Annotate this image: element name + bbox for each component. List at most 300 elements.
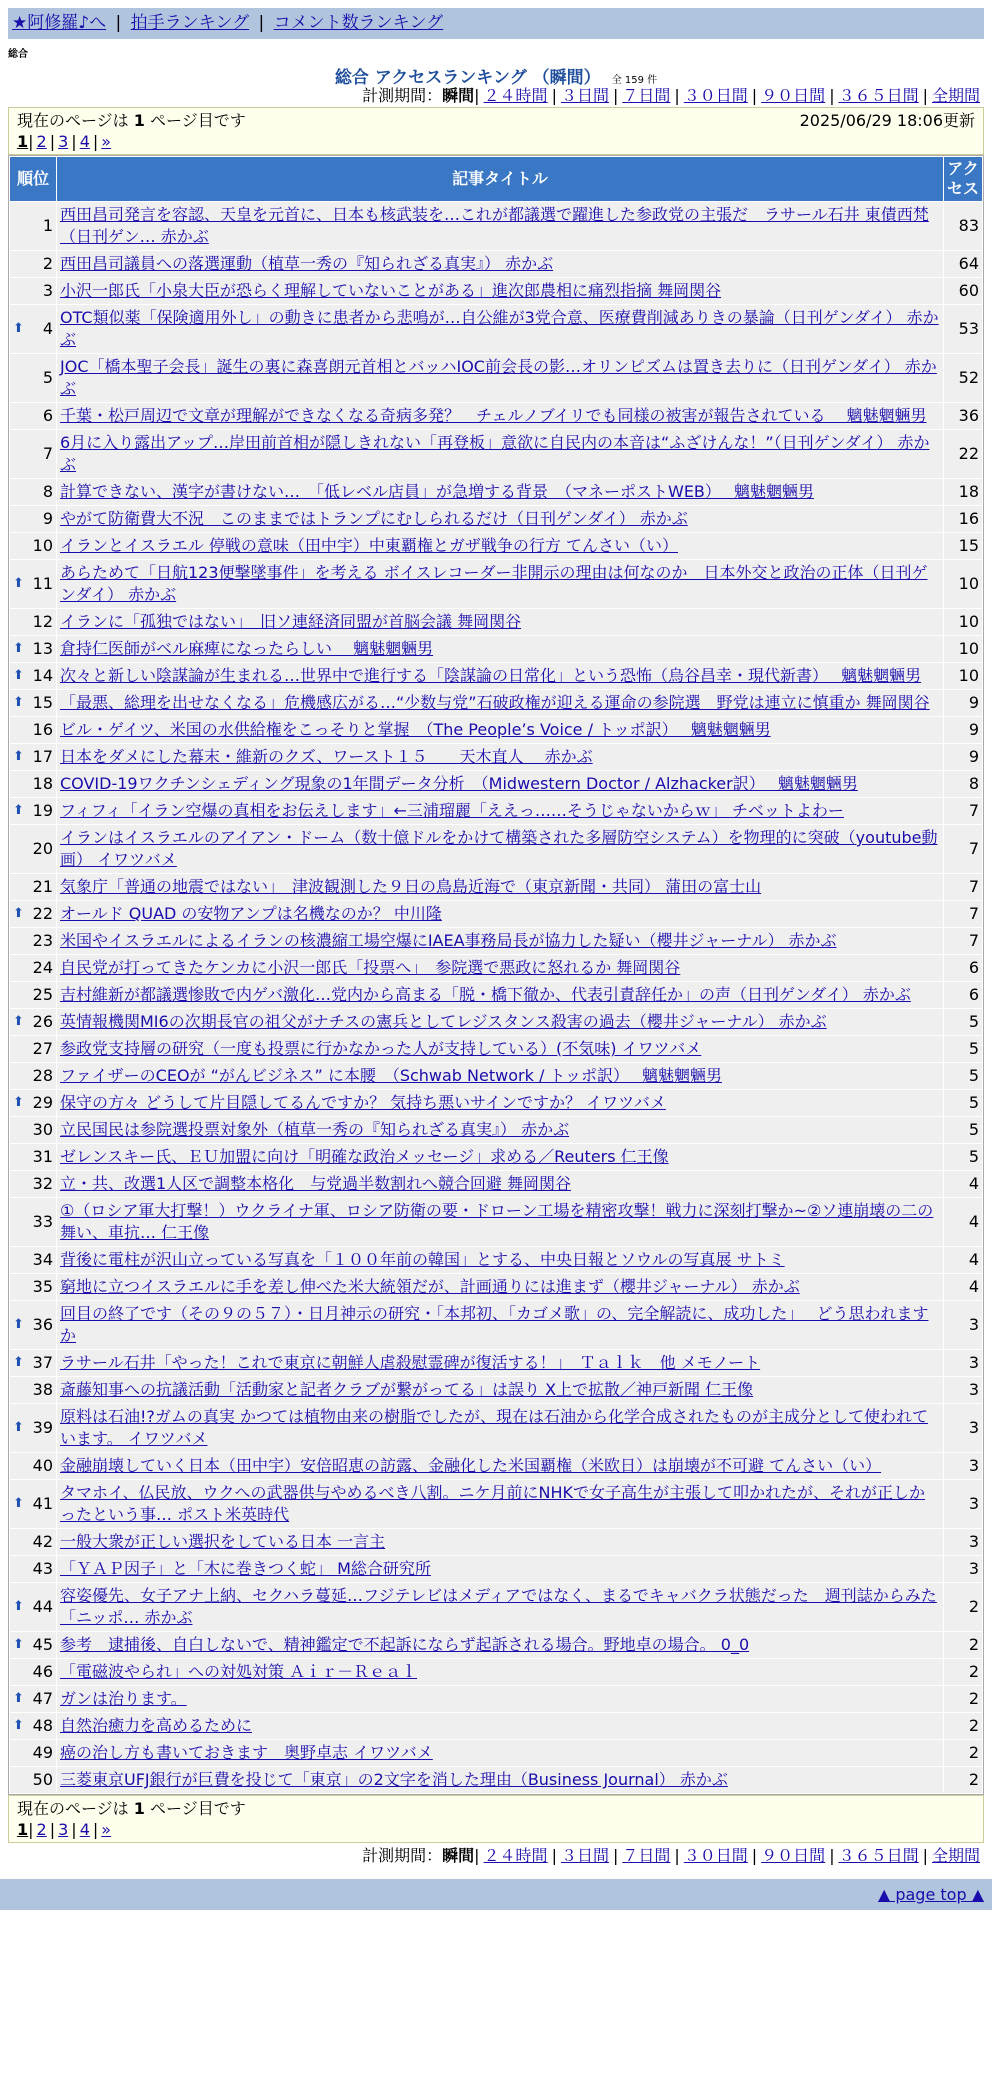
rank-cell: [10, 901, 56, 927]
access-count: 22: [944, 430, 982, 478]
rank-cell: [10, 1198, 56, 1246]
access-count: 10: [944, 663, 982, 689]
up-arrow-icon: ⬆: [13, 668, 24, 683]
title-cell: [57, 1090, 943, 1116]
table-row: [10, 928, 982, 954]
rank-cell: [10, 982, 56, 1008]
rank-cell: [10, 1274, 56, 1300]
up-arrow-icon: ⬆: [13, 1496, 24, 1511]
article-link[interactable]: 癌の治し方も書いておきます 奥野卓志 イワツバメ: [60, 1743, 433, 1762]
rank-cell: [10, 825, 56, 873]
table-row: [10, 1632, 982, 1658]
article-link[interactable]: ファイザーのCEOが “がんビジネス” に本腰 （Schwab Network / トッポ訳） 魑魅魍魎男: [60, 1066, 723, 1085]
pager-link[interactable]: 2: [36, 132, 47, 151]
rank-number: 44: [32, 1597, 53, 1616]
article-link[interactable]: 自民党が打ってきたケンカに小沢一郎氏「投票へ」 参院選で悪政に怒れるか 舞岡関谷: [60, 958, 681, 977]
up-arrow-icon: ⬆: [13, 1599, 24, 1614]
rank-number: 8: [42, 482, 53, 501]
table-row: [10, 690, 982, 716]
article-link[interactable]: OTC類似薬「保険適用外し」の動きに患者から悲鳴が…自公維が3党合意、医療費削減ありきの暴論（日刊ゲンダイ） 赤かぶ: [60, 308, 939, 349]
title-cell: [57, 479, 943, 505]
pager-separator: |: [92, 1820, 99, 1839]
rank-cell: [10, 1659, 56, 1685]
rank-number: 42: [32, 1532, 53, 1551]
rank-number: 40: [32, 1456, 53, 1475]
title-cell: [57, 744, 943, 770]
rank-cell: [10, 354, 56, 402]
access-count: 3: [944, 1453, 982, 1479]
rank-cell: [10, 1350, 56, 1376]
title-cell: [57, 251, 943, 277]
rank-number: 14: [32, 666, 53, 685]
rank-number: 43: [32, 1559, 53, 1578]
rank-cell: [10, 928, 56, 954]
table-row: [10, 1274, 982, 1300]
article-link[interactable]: 三菱東京UFJ銀行が巨費を投じて「東京」の2文字を消した理由（Business Journal） 赤かぶ: [60, 1770, 728, 1789]
table-row: [10, 251, 982, 277]
article-link[interactable]: 立民国民は参院選投票対象外（植草一秀の『知られざる真実』） 赤かぶ: [60, 1120, 570, 1139]
period-link[interactable]: ３６５日間: [838, 86, 919, 105]
rank-cell: [10, 1529, 56, 1555]
period-link[interactable]: ３０日間: [683, 86, 748, 105]
period-link[interactable]: ７日間: [622, 86, 671, 105]
table-row: [10, 1350, 982, 1376]
rank-cell: [10, 1632, 56, 1658]
period-link[interactable]: ３日間: [560, 86, 609, 105]
rank-cell: [10, 430, 56, 478]
title-cell: [57, 717, 943, 743]
rank-cell: [10, 609, 56, 635]
table-row: [10, 305, 982, 353]
rank-cell: [10, 1453, 56, 1479]
up-arrow-icon: ⬆: [13, 1718, 24, 1733]
period-selector: [8, 1845, 984, 1867]
rank-number: 21: [32, 877, 53, 896]
article-link[interactable]: 計算できない、漢字が書けない… 「低レベル店員」が急増する背景 （マネーポストWEB） 魑魅魍魎男: [60, 482, 814, 501]
article-link[interactable]: 「ＹＡＰ因子」と「木に巻きつく蛇」 M総合研究所: [60, 1559, 431, 1578]
rank-cell: [10, 533, 56, 559]
rank-number: 30: [32, 1120, 53, 1139]
access-count: 3: [944, 1556, 982, 1582]
article-link[interactable]: 自然治癒力を高めるために: [60, 1716, 253, 1735]
ranking-table: [8, 155, 984, 1795]
article-link[interactable]: イランとイスラエル 停戦の意味（田中宇）中東覇権とガザ戦争の行方 てんさい（い）: [60, 536, 679, 555]
period-selector: [8, 85, 984, 107]
title-column-header: 記事タイトル: [57, 157, 943, 201]
pager-next-link[interactable]: »: [101, 132, 112, 151]
access-count: 3: [944, 1377, 982, 1403]
rank-number: 38: [32, 1380, 53, 1399]
title-cell: [57, 403, 943, 429]
top-nav-bar: [8, 8, 984, 39]
article-link[interactable]: 参考 逮捕後、自白しないで、精神鑑定で不起訴にならず起訴される場合。野地卓の場合。 0_0: [60, 1635, 750, 1654]
pager-link[interactable]: 4: [79, 132, 90, 151]
article-link[interactable]: 一般大衆が正しい選択をしている日本 一言主: [60, 1532, 386, 1551]
access-count: 36: [944, 403, 982, 429]
access-count: 2: [944, 1686, 982, 1712]
rank-number: 29: [32, 1093, 53, 1112]
article-link[interactable]: ビル・ゲイツ、米国の水供給権をこっそりと掌握 （The People’s Voice / トッポ訳） 魑魅魍魎男: [60, 720, 771, 739]
rank-cell: [10, 1556, 56, 1582]
title-cell: [57, 1713, 943, 1739]
article-link[interactable]: JOC「橋本聖子会長」誕生の裏に森喜朗元首相とバッハIOC前会長の影…オリンピズムは置き去りに（日刊ゲンダイ） 赤かぶ: [60, 357, 937, 398]
access-count: 18: [944, 479, 982, 505]
pager-separator: |: [92, 132, 99, 151]
table-row: [10, 901, 982, 927]
title-cell: [57, 901, 943, 927]
period-link[interactable]: ２４時間: [483, 86, 548, 105]
rank-number: 6: [42, 406, 53, 425]
rank-cell: [10, 690, 56, 716]
table-row: [10, 1301, 982, 1349]
title-cell: [57, 533, 943, 559]
period-link[interactable]: ９０日間: [761, 1846, 826, 1865]
article-link[interactable]: COVID-19ワクチンシェディング現象の1年間データ分析 （Midwestern Doctor / Alzhacker訳） 魑魅魍魎男: [60, 774, 858, 793]
access-count: 6: [944, 982, 982, 1008]
rank-number: 46: [32, 1662, 53, 1681]
table-row: [10, 1198, 982, 1246]
period-label: 計測期間：: [362, 86, 443, 105]
rank-cell: [10, 1713, 56, 1739]
title-cell: [57, 1247, 943, 1273]
up-arrow-icon: ⬆: [13, 1420, 24, 1435]
access-count: 4: [944, 1198, 982, 1246]
access-count: 7: [944, 928, 982, 954]
rank-cell: [10, 202, 56, 250]
access-count: 52: [944, 354, 982, 402]
period-separator: |: [474, 86, 480, 105]
rank-cell: [10, 251, 56, 277]
article-link[interactable]: 千葉・松戸周辺で文章が理解ができなくなる奇病多発？ チェルノブイリでも同様の被害が報告されている 魑魅魍魎男: [60, 406, 927, 425]
rank-number: 7: [42, 444, 53, 463]
period-link[interactable]: 全期間: [931, 86, 980, 105]
rank-cell: [10, 479, 56, 505]
period-separator: |: [751, 1846, 758, 1865]
access-count: 7: [944, 798, 982, 824]
article-link[interactable]: 倉持仁医師がベル麻痺になったらしい 魑魅魍魎男: [60, 639, 434, 658]
period-link[interactable]: ３０日間: [683, 1846, 748, 1865]
access-count: 5: [944, 1090, 982, 1116]
article-link[interactable]: フィフィ「イラン空爆の真相をお伝えします」←三浦瑠麗「ええっ……そうじゃないからｗ」 チベットよわー: [60, 801, 844, 820]
access-count: 4: [944, 1171, 982, 1197]
period-link[interactable]: 全期間: [931, 1846, 980, 1865]
article-link[interactable]: ガンは治ります。: [60, 1689, 187, 1708]
rank-number: 27: [32, 1039, 53, 1058]
article-link[interactable]: ゼレンスキー氏、ＥＵ加盟に向け「明確な政治メッセージ」求める／Reuters 仁王像: [60, 1147, 669, 1166]
rank-number: 19: [32, 801, 53, 820]
table-row: [10, 202, 982, 250]
title-cell: [57, 1198, 943, 1246]
table-row: [10, 1009, 982, 1035]
table-row: [10, 403, 982, 429]
article-link[interactable]: 次々と新しい陰謀論が生まれる…世界中で進行する「陰謀論の日常化」という恐怖（烏谷昌幸・現代新書） 魑魅魍魎男: [60, 666, 922, 685]
access-count: 83: [944, 202, 982, 250]
table-row: [10, 533, 982, 559]
rank-number: 36: [32, 1315, 53, 1334]
page-indicator: 現在のページは 1 ページ目です: [17, 1799, 246, 1818]
rank-cell: [10, 1090, 56, 1116]
rank-cell: [10, 560, 56, 608]
access-count: 3: [944, 1529, 982, 1555]
rank-number: 25: [32, 985, 53, 1004]
title-cell: [57, 609, 943, 635]
table-row: [10, 1767, 982, 1793]
article-link[interactable]: ラサール石井「やった！これで東京に朝鮮人虐殺慰霊碑が復活する！」 Ｔａｌｋ 他 メモノート: [60, 1353, 761, 1372]
table-row: [10, 771, 982, 797]
table-row: [10, 1404, 982, 1452]
rank-number: 33: [32, 1212, 53, 1231]
title-cell: [57, 1117, 943, 1143]
period-link[interactable]: ９０日間: [761, 86, 826, 105]
rank-cell: [10, 663, 56, 689]
title-cell: [57, 1377, 943, 1403]
rank-cell: [10, 506, 56, 532]
article-link[interactable]: 6月に入り露出アップ…岸田前首相が隠しきれない「再登板」意欲に自民内の本音は“ふざけんな！”（日刊ゲンダイ） 赤かぶ: [60, 433, 930, 474]
title-cell: [57, 560, 943, 608]
article-link[interactable]: 小沢一郎氏「小泉大臣が恐らく理解していないことがある」進次郎農相に痛烈指摘 舞岡関谷: [60, 281, 722, 300]
title-cell: [57, 1529, 943, 1555]
rank-cell: [10, 744, 56, 770]
access-count: 5: [944, 1036, 982, 1062]
home-link[interactable]: ★阿修羅♪へ: [12, 13, 107, 33]
article-link[interactable]: タマホイ、仏民放、ウクへの武器供与やめるべき八割。ニケ月前にNHKで女子高生が主張して叩かれたが、それが正しかったという事… ポスト米英時代: [60, 1483, 926, 1524]
rank-cell: [10, 874, 56, 900]
pager-separator: |: [71, 1820, 77, 1839]
rank-cell: [10, 1036, 56, 1062]
period-link[interactable]: ３日間: [560, 1846, 609, 1865]
article-link[interactable]: 金融崩壊していく日本（田中宇）安倍昭恵の訪露、金融化した米国覇権（米欧日）は崩壊が不可避 てんさい（い）: [60, 1456, 882, 1475]
access-count: 2: [944, 1713, 982, 1739]
title-cell: [57, 1063, 943, 1089]
title-cell: [57, 690, 943, 716]
rank-number: 15: [32, 693, 53, 712]
access-count: 2: [944, 1767, 982, 1793]
rank-number: 48: [32, 1716, 53, 1735]
up-arrow-icon: ⬆: [13, 1637, 24, 1652]
rank-number: 1: [42, 216, 53, 235]
rank-number: 24: [32, 958, 53, 977]
title-cell: [57, 1144, 943, 1170]
ranking-heading: [8, 63, 984, 88]
rank-number: 47: [32, 1689, 53, 1708]
table-row: [10, 506, 982, 532]
page-info-box: [8, 107, 984, 155]
rank-cell: [10, 1480, 56, 1528]
article-link[interactable]: 西田昌司発言を容認、天皇を元首に、日本も核武装を…これが都議選で躍進した参政党の主張だ ラサール石井 東債西梵（日刊ゲン… 赤かぶ: [60, 205, 929, 246]
article-link[interactable]: 窮地に立つイスラエルに手を差し伸べた米大統領だが、計画通りには進まず（櫻井ジャーナル） 赤かぶ: [60, 1277, 800, 1296]
article-link[interactable]: イランはイスラエルのアイアン・ドーム（数十億ドルをかけて構築された多層防空システム）を物理的に突破（youtube動画） イワツバメ: [60, 828, 938, 869]
table-row: [10, 717, 982, 743]
article-link[interactable]: 「電磁波やられ」への対処対策 Ａｉｒ－Ｒｅａｌ: [60, 1662, 418, 1681]
up-arrow-icon: ⬆: [13, 1014, 24, 1029]
article-link[interactable]: あらためて「日航123便撃墜事件」を考える ボイスレコーダー非開示の理由は何なのか 日本外交と政治の正体（日刊ゲンダイ） 赤かぶ: [60, 563, 928, 604]
access-count: 64: [944, 251, 982, 277]
article-link[interactable]: 原料は石油!?ガムの真実 かつては植物由来の樹脂でしたが、現在は石油から化学合成されたものが主成分として使われています。 イワツバメ: [60, 1407, 928, 1448]
rank-number: 12: [32, 612, 53, 631]
rank-cell: [10, 1686, 56, 1712]
period-separator: |: [674, 1846, 680, 1865]
title-cell: [57, 1036, 943, 1062]
pager-link[interactable]: 3: [58, 132, 69, 151]
table-row: [10, 430, 982, 478]
title-cell: [57, 1404, 943, 1452]
article-link[interactable]: 背後に電柱が沢山立っている写真を「１００年前の韓国」とする、中央日報とソウルの写真展 サトミ: [60, 1250, 785, 1269]
rank-cell: [10, 1009, 56, 1035]
table-row: [10, 1480, 982, 1528]
table-row: [10, 1171, 982, 1197]
rank-number: 17: [32, 747, 53, 766]
rank-cell: [10, 771, 56, 797]
period-separator: |: [674, 86, 680, 105]
up-arrow-icon: ⬆: [13, 803, 24, 818]
article-link[interactable]: 容姿優先、女子アナ上納、セクハラ蔓延…フジテレビはメディアではなく、まるでキャバクラ状態だった 週刊誌からみた「ニッポ… 赤かぶ: [60, 1586, 937, 1627]
title-cell: [57, 928, 943, 954]
access-count: 10: [944, 560, 982, 608]
title-cell: [57, 202, 943, 250]
up-arrow-icon: ⬆: [13, 749, 24, 764]
article-link[interactable]: ①（ロシア軍大打撃！）ウクライナ軍、ロシア防衛の要・ドローン工場を精密攻撃！戦力に深刻打撃か~②ソ連崩壊の二の舞い、車抗… 仁王像: [60, 1201, 934, 1242]
article-link[interactable]: やがて防衛費大不況 このままではトランプにむしられるだけ（日刊ゲンダイ） 赤かぶ: [60, 509, 688, 528]
rank-number: 41: [32, 1494, 53, 1513]
table-row: [10, 560, 982, 608]
up-arrow-icon: ⬆: [13, 695, 24, 710]
article-link[interactable]: イランに「孤独ではない」 旧ソ連経済同盟が首脳会議 舞岡関谷: [60, 612, 522, 631]
rank-cell: [10, 1767, 56, 1793]
period-link[interactable]: ２４時間: [483, 1846, 548, 1865]
article-link[interactable]: 吉村維新が都議選惨敗で内ゲバ激化…党内から高まる「脱・橋下徹か、代表引責辞任か」の声（日刊ゲンダイ） 赤かぶ: [60, 985, 911, 1004]
total-count: 全 159 件: [611, 75, 658, 86]
page-info-box-bottom: [8, 1795, 984, 1843]
up-arrow-icon: ⬆: [13, 1355, 24, 1370]
access-count: 9: [944, 744, 982, 770]
title-cell: [57, 982, 943, 1008]
pager-next-link[interactable]: »: [101, 1820, 112, 1839]
page-top-link[interactable]: ▲ page top ▲: [877, 1885, 984, 1904]
rank-number: 11: [32, 574, 53, 593]
access-count: 9: [944, 717, 982, 743]
title-cell: [57, 1171, 943, 1197]
title-cell: [57, 354, 943, 402]
article-link[interactable]: 斎藤知事への抗議活動「活動家と記者クラブが繋がってる」は誤り X上で拡散／神戸新聞 仁王像: [60, 1380, 754, 1399]
article-link[interactable]: 参政党支持層の研究（一度も投票に行かなかった人が支持している）(不気味) イワツバメ: [60, 1039, 702, 1058]
table-row: [10, 1377, 982, 1403]
pager-link[interactable]: 3: [58, 1820, 69, 1839]
rank-number: 45: [32, 1635, 53, 1654]
period-separator: |: [474, 1846, 480, 1865]
table-row: [10, 955, 982, 981]
access-count: 2: [944, 1740, 982, 1766]
table-header-row: [10, 157, 982, 201]
table-row: [10, 1144, 982, 1170]
article-link[interactable]: 保守の方々 どうして片目隠してるんですか？ 気持ち悪いサインですか？ イワツバメ: [60, 1093, 666, 1112]
updated-timestamp: 2025/06/29 18:06更新: [799, 111, 975, 130]
title-cell: [57, 305, 943, 353]
article-link[interactable]: 立・共、改選1人区で調整本格化 与党過半数割れへ競合回避 舞岡関谷: [60, 1174, 571, 1193]
title-cell: [57, 955, 943, 981]
period-link[interactable]: ３６５日間: [838, 1846, 919, 1865]
rank-cell: [10, 955, 56, 981]
pagination: [17, 131, 975, 152]
access-count: 4: [944, 1247, 982, 1273]
title-cell: [57, 636, 943, 662]
article-link[interactable]: 西田昌司議員への落選運動（植草一秀の『知られざる真実』） 赤かぶ: [60, 254, 554, 273]
table-row: [10, 479, 982, 505]
pagination: [17, 1819, 975, 1840]
title-cell: [57, 663, 943, 689]
table-row: [10, 278, 982, 304]
pager-separator: |: [71, 132, 77, 151]
rank-cell: [10, 798, 56, 824]
title-cell: [57, 1453, 943, 1479]
period-link[interactable]: ７日間: [622, 1846, 671, 1865]
rank-number: 18: [32, 774, 53, 793]
access-count: 5: [944, 1117, 982, 1143]
period-label: 計測期間：: [362, 1846, 443, 1865]
rank-cell: [10, 1583, 56, 1631]
footer-bar: [0, 1879, 992, 1910]
article-link[interactable]: 気象庁「普通の地震ではない」 津波観測した９日の鳥島近海で（東京新聞・共同） 蒲田の富士山: [60, 877, 762, 896]
access-count: 2: [944, 1632, 982, 1658]
rank-cell: [10, 1144, 56, 1170]
article-link[interactable]: 英情報機関MI6の次期長官の祖父がナチスの憲兵としてレジスタンス殺害の過去（櫻井ジャーナル） 赤かぶ: [60, 1012, 827, 1031]
article-link[interactable]: 日本をダメにした幕末・維新のクズ、ワースト１５ 天木直人 赤かぶ: [60, 747, 593, 766]
article-link[interactable]: オールド QUAD の安物アンプは名機なのか？ 中川隆: [60, 904, 442, 923]
title-cell: [57, 771, 943, 797]
rank-cell: [10, 1377, 56, 1403]
access-count: 53: [944, 305, 982, 353]
period-current: 瞬間: [442, 1846, 475, 1865]
article-link[interactable]: 「最悪、総理を出せなくなる」危機感広がる…“少数与党”石破政権が迎える運命の参院選 野党は連立に慎重か 舞岡関谷: [60, 693, 930, 712]
title-cell: [57, 1009, 943, 1035]
period-separator: |: [751, 86, 758, 105]
pager-link[interactable]: 2: [36, 1820, 47, 1839]
rank-cell: [10, 1404, 56, 1452]
rank-number: 39: [32, 1418, 53, 1437]
rank-number: 9: [42, 509, 53, 528]
article-link[interactable]: 米国やイスラエルによるイランの核濃縮工場空爆にIAEA事務局長が協力した疑い（櫻井ジャーナル） 赤かぶ: [60, 931, 837, 950]
title-cell: [57, 1686, 943, 1712]
table-row: [10, 636, 982, 662]
title-cell: [57, 506, 943, 532]
up-arrow-icon: ⬆: [13, 1691, 24, 1706]
period-separator: |: [922, 86, 928, 105]
period-separator: |: [612, 1846, 619, 1865]
period-current: 瞬間: [442, 86, 475, 105]
up-arrow-icon: ⬆: [13, 321, 24, 336]
table-row: [10, 1247, 982, 1273]
rank-column-header: 順位: [10, 157, 56, 201]
table-row: [10, 798, 982, 824]
period-separator: |: [922, 1846, 928, 1865]
clap-ranking-link[interactable]: 拍手ランキング: [130, 13, 250, 33]
article-link[interactable]: 回目の終了です（その９の５７）・日月神示の研究・「本邦初、「カゴメ歌」の、完全解読に、成功した」 どう思われますか: [60, 1304, 929, 1345]
access-count: 15: [944, 533, 982, 559]
nav-separator: |: [115, 13, 122, 33]
rank-number: 20: [32, 839, 53, 858]
pager-current: 1: [17, 1820, 29, 1839]
table-row: [10, 874, 982, 900]
title-cell: [57, 1632, 943, 1658]
table-row: [10, 663, 982, 689]
comment-ranking-link[interactable]: コメント数ランキング: [273, 13, 444, 33]
pager-link[interactable]: 4: [79, 1820, 90, 1839]
table-row: [10, 1583, 982, 1631]
access-count: 10: [944, 636, 982, 662]
title-cell: [57, 430, 943, 478]
title-cell: [57, 278, 943, 304]
rank-cell: [10, 1063, 56, 1089]
rank-cell: [10, 305, 56, 353]
